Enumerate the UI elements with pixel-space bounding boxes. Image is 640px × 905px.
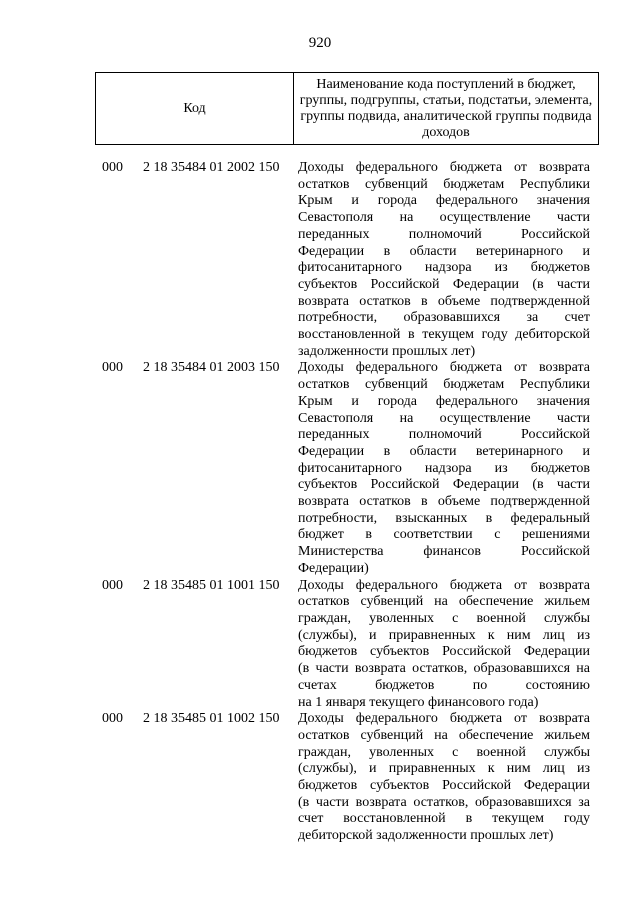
- description-line: дебиторской задолженности прошлых лет): [298, 828, 554, 844]
- description-line: бюджетов субъектов Российской Федерации: [298, 778, 590, 794]
- description-line: Доходы федерального бюджета от возврата: [298, 360, 590, 376]
- description-line: (в части возврата остатков, образовавшихся на: [298, 661, 590, 677]
- description-line: переданных полномочий Российской: [298, 427, 590, 443]
- admin-code: 000: [102, 360, 123, 376]
- description-line: на 1 января текущего финансового года): [298, 694, 539, 710]
- table-header: [95, 72, 599, 145]
- description-line: (службы), и приравненных к ним лиц из: [298, 627, 590, 643]
- description-line: Доходы федерального бюджета от возврата: [298, 577, 590, 593]
- description-line: (в части возврата остатков, образовавшихся за: [298, 794, 590, 810]
- description-line: фитосанитарного надзора из бюджетов: [298, 460, 590, 476]
- header-code-label: Код: [96, 73, 294, 144]
- description-line: восстановленной в текущем году дебиторской: [298, 327, 590, 343]
- description-line: счетах бюджетов по состоянию: [298, 677, 590, 693]
- revenue-code: 2 18 35485 01 1002 150: [143, 711, 280, 727]
- table-row: [0, 578, 640, 712]
- table-row: [0, 360, 640, 577]
- description-line: граждан, уволенных с военной службы: [298, 610, 590, 626]
- description-line: субъектов Российской Федерации (в части: [298, 276, 590, 292]
- description-line: Крым и города федерального значения: [298, 193, 590, 209]
- table-row: [0, 160, 640, 360]
- description-line: остатков субвенций бюджетам Республики: [298, 377, 590, 393]
- description-line: задолженности прошлых лет): [298, 343, 476, 359]
- table-row: [0, 711, 640, 845]
- description-line: остатков субвенций бюджетам Республики: [298, 176, 590, 192]
- description-line: Доходы федерального бюджета от возврата: [298, 160, 590, 175]
- admin-code: 000: [102, 577, 123, 593]
- description-line: Доходы федерального бюджета от возврата: [298, 711, 590, 727]
- revenue-description: [298, 360, 590, 577]
- page-number: 920: [308, 35, 332, 51]
- description-line: Севастополя на осуществление части: [298, 210, 590, 226]
- header-name-label: Наименование кода поступлений в бюджет, группы, подгруппы, статьи, подстатьи, элемента, группы подвида, аналитической группы подвида доходов: [299, 76, 593, 140]
- revenue-code: 2 18 35484 01 2003 150: [143, 360, 280, 376]
- description-line: Федерации в области ветеринарного и: [298, 243, 590, 259]
- description-line: потребности, образовавшихся за счет: [298, 310, 590, 326]
- admin-code: 000: [102, 711, 123, 727]
- description-line: бюджет в соответствии с решениями: [298, 527, 590, 543]
- description-line: возврата остатков в объеме подтвержденной: [298, 494, 590, 510]
- revenue-description: [298, 711, 590, 845]
- description-line: остатков субвенций на обеспечение жильем: [298, 727, 590, 743]
- description-line: переданных полномочий Российской: [298, 226, 590, 242]
- revenue-description: [298, 160, 590, 360]
- revenue-code: 2 18 35484 01 2002 150: [143, 160, 280, 175]
- description-line: субъектов Российской Федерации (в части: [298, 477, 590, 493]
- description-line: потребности, взысканных в федеральный: [298, 510, 590, 526]
- description-line: возврата остатков в объеме подтвержденной: [298, 293, 590, 309]
- description-line: Министерства финансов Российской: [298, 544, 590, 560]
- description-line: остатков субвенций на обеспечение жильем: [298, 594, 590, 610]
- description-line: Федерации): [298, 560, 369, 576]
- description-line: Федерации в области ветеринарного и: [298, 443, 590, 459]
- description-line: Крым и города федерального значения: [298, 393, 590, 409]
- revenue-code: 2 18 35485 01 1001 150: [143, 577, 280, 593]
- revenue-description: [298, 578, 590, 712]
- description-line: счет восстановленной в текущем году: [298, 811, 590, 827]
- description-line: фитосанитарного надзора из бюджетов: [298, 260, 590, 276]
- table-body: [0, 160, 640, 845]
- description-line: Севастополя на осуществление части: [298, 410, 590, 426]
- description-line: граждан, уволенных с военной службы: [298, 744, 590, 760]
- description-line: (службы), и приравненных к ним лиц из: [298, 761, 590, 777]
- description-line: бюджетов субъектов Российской Федерации: [298, 644, 590, 660]
- admin-code: 000: [102, 160, 123, 175]
